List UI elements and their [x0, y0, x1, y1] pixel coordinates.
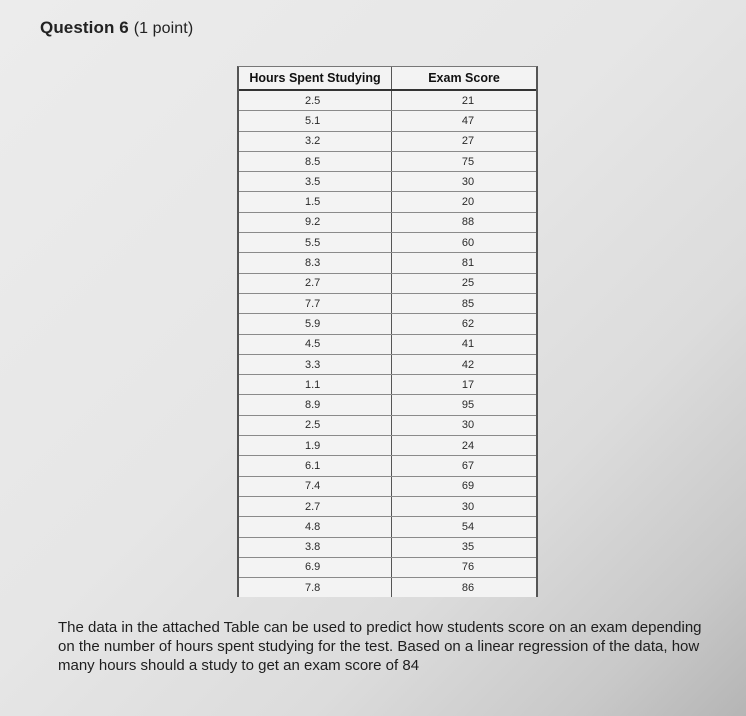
table-row	[239, 131, 536, 151]
table-row	[239, 334, 536, 354]
hours-cell: 3.3	[239, 354, 392, 374]
hours-cell: 7.8	[239, 578, 392, 598]
table-row	[239, 537, 536, 557]
score-cell: 27	[392, 131, 537, 151]
hours-cell: 4.8	[239, 517, 392, 537]
hours-cell: 5.1	[239, 111, 392, 131]
score-cell: 88	[392, 212, 537, 232]
score-cell: 24	[392, 436, 537, 456]
score-cell: 60	[392, 233, 537, 253]
score-cell: 20	[392, 192, 537, 212]
table-row	[239, 496, 536, 516]
hours-cell: 2.5	[239, 90, 392, 111]
score-cell: 85	[392, 293, 537, 313]
hours-cell: 1.9	[239, 436, 392, 456]
score-cell: 86	[461, 581, 475, 594]
hours-cell: 6.9	[239, 557, 392, 577]
table-row	[239, 253, 536, 273]
table-row	[239, 192, 536, 212]
hours-cell: 9.2	[239, 212, 392, 232]
data-table	[239, 67, 536, 597]
score-cell: 67	[392, 456, 537, 476]
table-row	[239, 151, 536, 171]
score-cell: 75	[392, 151, 537, 171]
hours-cell: 7.4	[239, 476, 392, 496]
score-cell: 17	[392, 375, 537, 395]
table-row	[239, 314, 536, 334]
column-header-hours: Hours Spent Studying	[239, 67, 392, 90]
score-cell: 54	[392, 517, 537, 537]
score-cell: 62	[392, 314, 537, 334]
score-cell: 35	[392, 537, 537, 557]
hours-cell: 2.7	[239, 273, 392, 293]
hours-cell: 7.7	[239, 293, 392, 313]
score-cell: 42	[392, 354, 537, 374]
question-body-text: The data in the attached Table can be used to predict how students score on an exam depending on the number of hours spent studying for the test. Based on a linear regression of the data, how many hours should a study to get an exam score of 84	[58, 619, 702, 674]
table-body	[239, 90, 536, 597]
table-row	[239, 578, 536, 598]
table-row	[239, 436, 536, 456]
question-header	[40, 18, 193, 38]
table-row	[239, 111, 536, 131]
table-row	[239, 415, 536, 435]
score-cell: 81	[392, 253, 537, 273]
table-row	[239, 557, 536, 577]
hours-cell: 2.7	[239, 496, 392, 516]
score-cell: 76	[392, 557, 537, 577]
score-cell: 95	[392, 395, 537, 415]
hours-cell: 1.5	[239, 192, 392, 212]
table-header-row	[239, 67, 536, 90]
table-row	[239, 456, 536, 476]
score-cell: 41	[392, 334, 537, 354]
table-row	[239, 233, 536, 253]
hours-cell: 8.9	[239, 395, 392, 415]
hours-cell: 3.5	[239, 172, 392, 192]
table-row	[239, 517, 536, 537]
table-row	[239, 90, 536, 111]
hours-cell: 8.5	[239, 151, 392, 171]
hours-cell: 3.8	[239, 537, 392, 557]
table-row	[239, 395, 536, 415]
score-cell: 30	[392, 415, 537, 435]
table-row	[239, 212, 536, 232]
score-cell: 21	[392, 90, 537, 111]
table-row	[239, 354, 536, 374]
table-row	[239, 375, 536, 395]
score-cell: 30	[392, 496, 537, 516]
hours-cell: 5.5	[239, 233, 392, 253]
table-row	[239, 172, 536, 192]
score-cell: 69	[392, 476, 537, 496]
table-row	[239, 273, 536, 293]
question-points: (1 point)	[133, 20, 194, 37]
hours-cell: 6.1	[239, 456, 392, 476]
column-header-score: Exam Score	[392, 67, 537, 90]
table-row	[239, 476, 536, 496]
score-cell: 30	[392, 172, 537, 192]
data-table-container	[237, 66, 538, 597]
hours-cell: 1.1	[239, 375, 392, 395]
hours-cell: 8.3	[239, 253, 392, 273]
question-title: Question 6	[40, 18, 129, 37]
hours-cell: 3.2	[239, 131, 392, 151]
hours-cell: 5.9	[239, 314, 392, 334]
score-cell: 25	[392, 273, 537, 293]
score-cell: 47	[392, 111, 537, 131]
table-row	[239, 293, 536, 313]
hours-cell: 2.5	[239, 415, 392, 435]
hours-cell: 4.5	[239, 334, 392, 354]
